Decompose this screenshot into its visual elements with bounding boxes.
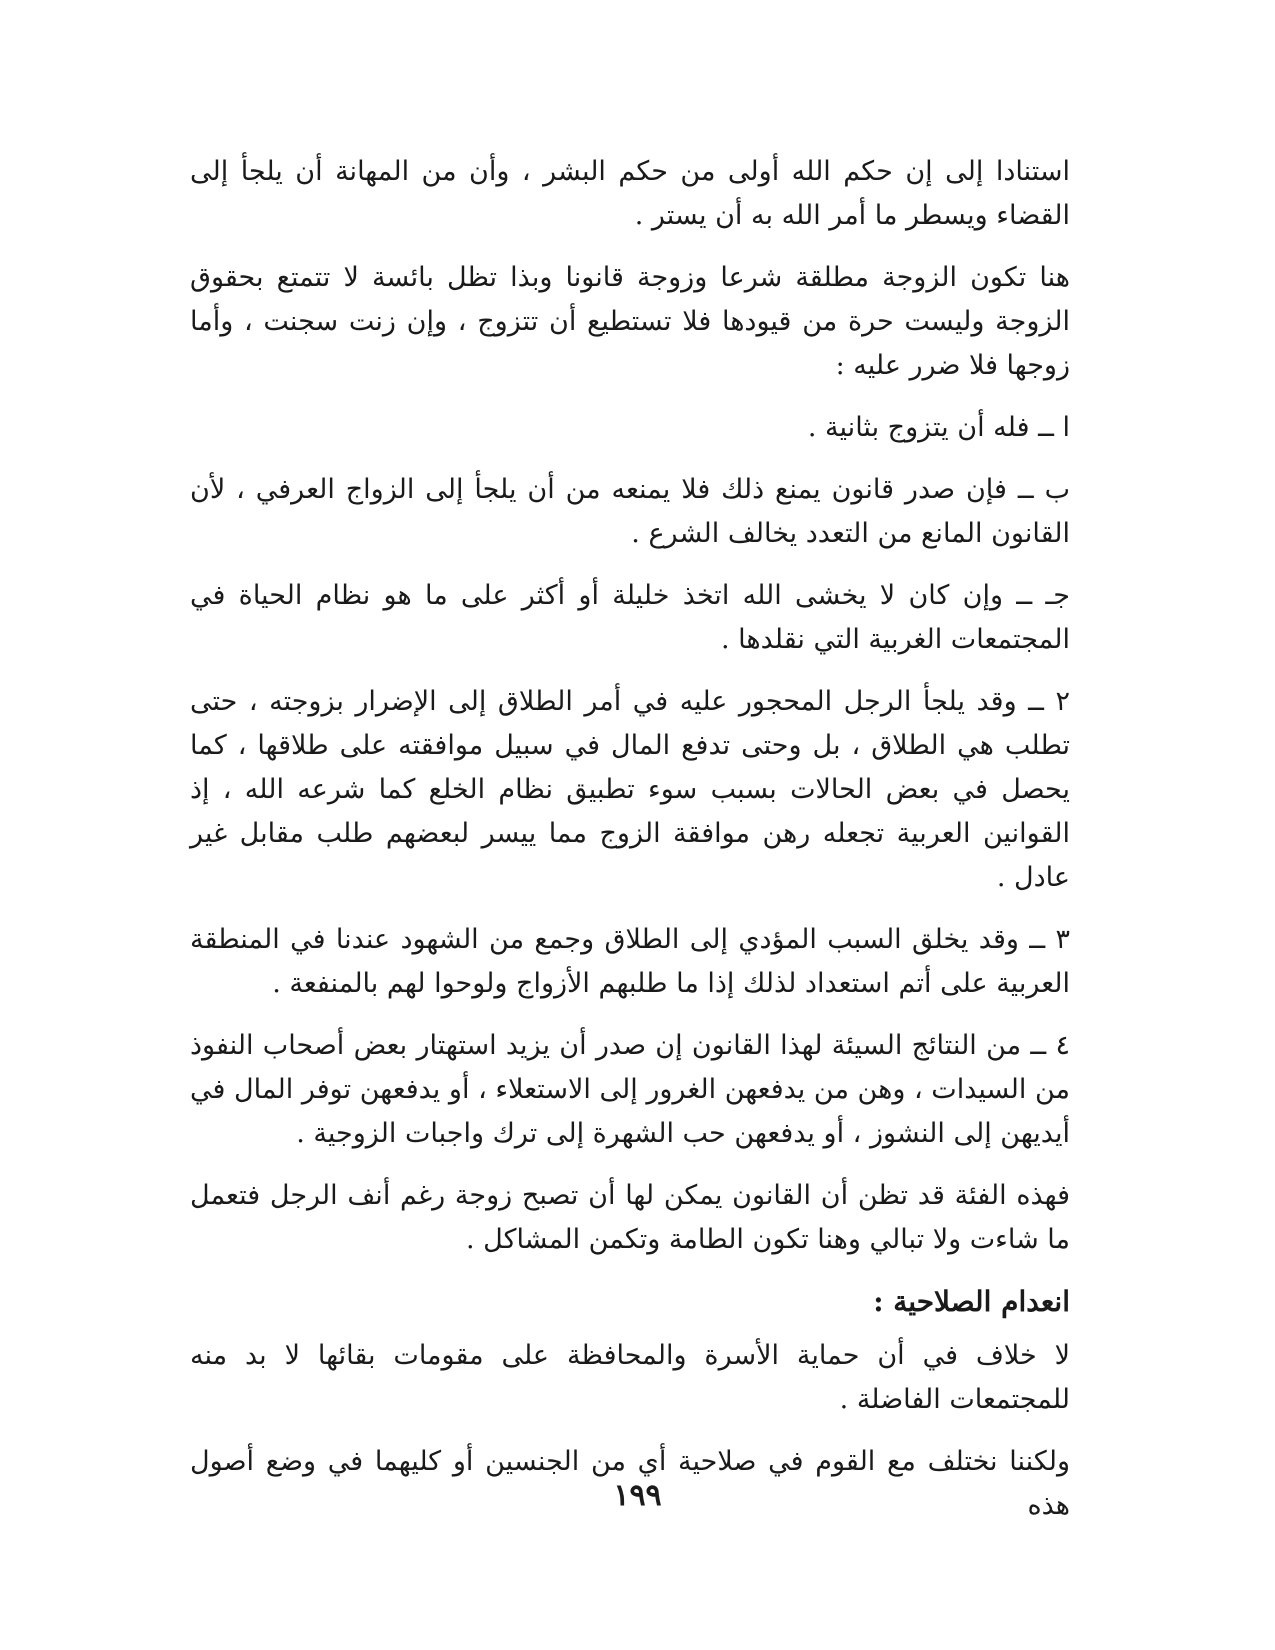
list-item-2: ٢ ــ وقد يلجأ الرجل المحجور عليه في أمر الطلاق إلى الإضرار بزوجته ، حتى تطلب هي الطلاق ، بل وحتى تدفع المال في سبيل موافقته على طلاقها ، كما يحصل في بعض الحالات بسبب سوء تطبيق نظام الخلع كما شرعه الله ، إذ القوانين العربية تجعله رهن موافقة الزوج مما ييسر لبعضهم طلب مقابل غير عادل . — [190, 686, 1070, 893]
paragraph-2: هنا تكون الزوجة مطلقة شرعا وزوجة قانونا وبذا تظل بائسة لا تتمتع بحقوق الزوجة وليست حرة من قيودها فلا تستطيع أن تتزوج ، وإن زنت سجنت ، وأما زوجها فلا ضرر عليه : — [190, 262, 1070, 381]
list-item-ba: ب ــ فإن صدر قانون يمنع ذلك فلا يمنعه من أن يلجأ إلى الزواج العرفي ، لأن القانون المانع من التعدد يخالف الشرع . — [190, 474, 1070, 549]
paragraph-1: استنادا إلى إن حكم الله أولى من حكم البشر ، وأن من المهانة أن يلجأ إلى القضاء ويسطر ما أمر الله به أن يستر . — [190, 156, 1070, 231]
paragraph-conclusion: فهذه الفئة قد تظن أن القانون يمكن لها أن تصبح زوجة رغم أنف الرجل فتعمل ما شاءت ولا تبالي وهنا تكون الطامة وتكمن المشاكل . — [190, 1180, 1070, 1255]
section-heading: انعدام الصلاحية : — [873, 1285, 1070, 1318]
list-item-jim: جـ ــ وإن كان لا يخشى الله اتخذ خليلة أو أكثر على ما هو نظام الحياة في المجتمعات الغربية التي نقلدها . — [190, 580, 1070, 655]
list-item-4: ٤ ــ من النتائج السيئة لهذا القانون إن صدر أن يزيد استهتار بعض أصحاب النفوذ من السيدات ، وهن من يدفعهن الغرور إلى الاستعلاء ، أو يدفعهن توفر المال في أيديهن إلى النشوز ، أو يدفعهن حب الشهرة إلى ترك واجبات الزوجية . — [190, 1030, 1070, 1149]
page-number: ١٩٩ — [613, 1478, 662, 1513]
paragraph-section-1: لا خلاف في أن حماية الأسرة والمحافظة على مقومات بقائها لا بد منه للمجتمعات الفاضلة . — [190, 1340, 1070, 1415]
list-item-3: ٣ ــ وقد يخلق السبب المؤدي إلى الطلاق وجمع من الشهود عندنا في المنطقة العربية على أتم استعداد لذلك إذا ما طلبهم الأزواج ولوحوا لهم بالمنفعة . — [190, 924, 1070, 999]
paragraph-section-2: ولكننا نختلف مع القوم في صلاحية أي من الجنسين أو كليهما في وضع أصول هذه — [190, 1446, 1070, 1521]
list-item-alif: ا ــ فله أن يتزوج بثانية . — [807, 412, 1070, 443]
